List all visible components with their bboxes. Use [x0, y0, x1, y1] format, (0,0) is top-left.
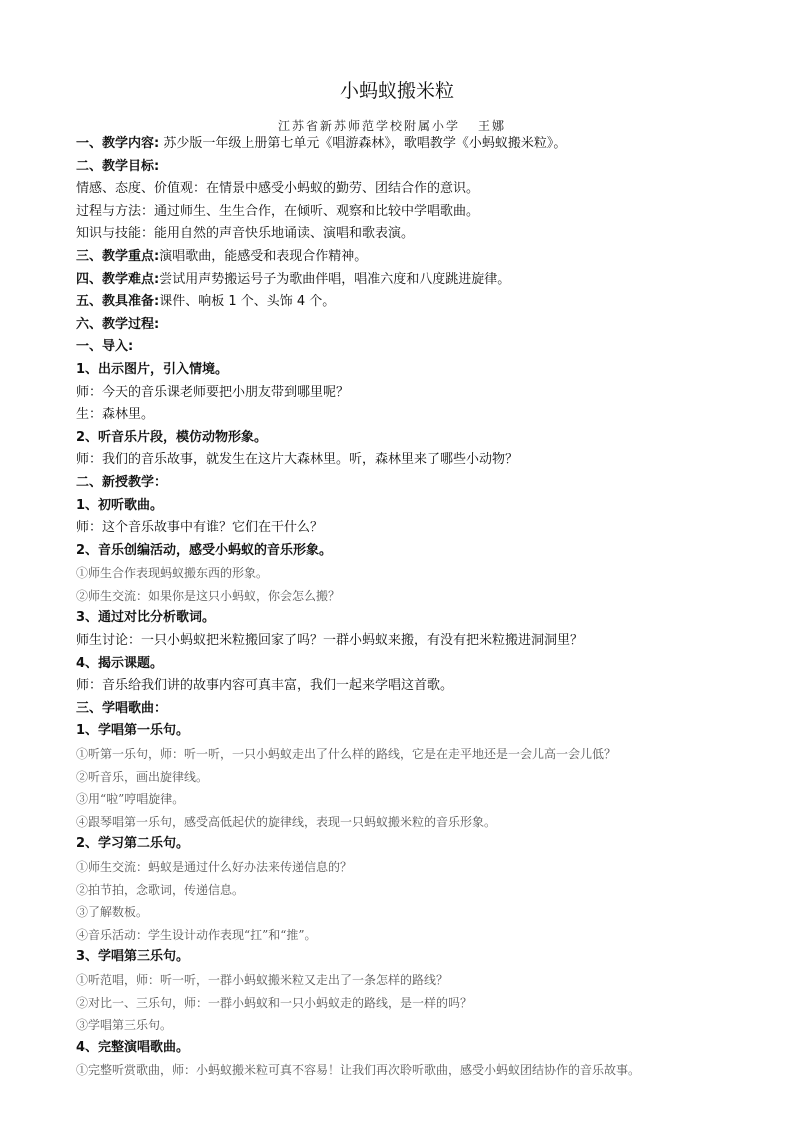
- school-name: 江苏省新苏师范学校附属小学: [278, 119, 461, 133]
- section-label: 六、教学过程: [76, 316, 155, 332]
- step-heading: 1、出示图片，引入情境。: [76, 361, 229, 377]
- dialogue-line: 师：今天的音乐课老师要把小朋友带到哪里呢？: [76, 384, 350, 400]
- sub-step: ③了解数板。: [76, 905, 149, 920]
- section-difficulty: [76, 269, 716, 292]
- section-materials: [76, 291, 716, 314]
- label-colon: :: [154, 271, 160, 287]
- step-heading: 4、完整演唱歌曲。: [76, 1039, 190, 1055]
- section-content: [76, 133, 716, 156]
- step-heading: 2、学习第二乐句。: [76, 836, 190, 852]
- section-label: 五、教具准备: [76, 294, 155, 310]
- section-label: 四、教学难点: [76, 271, 155, 287]
- section-goals-heading: [76, 156, 716, 179]
- sub-step: ①师生交流：蚂蚁是通过什么好办法来传递信息的？: [76, 860, 353, 874]
- author-name: 王娜: [478, 119, 507, 133]
- sub-step: ②对比一、三乐句，师：一群小蚂蚁和一只小蚂蚁走的路线，是一样的吗？: [76, 995, 473, 1010]
- label-colon: :: [154, 316, 160, 332]
- sub-step: ②拍节拍，念歌词，传递信息。: [76, 882, 245, 897]
- section-key-point: [76, 246, 716, 269]
- sub-step: ③学唱第三乐句。: [76, 1018, 173, 1033]
- document-title: 小蚂蚁搬米粒: [339, 80, 454, 102]
- section-text: 演唱歌曲，能感受和表现合作精神。: [159, 248, 368, 264]
- step-heading: 3、通过对比分析歌词。: [76, 610, 216, 626]
- section-label: 一、教学内容: [76, 136, 155, 151]
- sub-step: ③用“啦”哼唱旋律。: [76, 792, 185, 807]
- sub-step: ②听音乐，画出旋律线。: [76, 769, 209, 784]
- section-text: 课件、响板 1 个、头饰 4 个。: [159, 294, 336, 310]
- dialogue-line: 师生讨论：一只小蚂蚁把米粒搬回家了吗？一群小蚂蚁来搬，有没有把米粒搬进洞洞里？: [76, 633, 584, 649]
- sub-step: ④音乐活动：学生设计动作表现“扛”和“推”。: [76, 927, 317, 942]
- sub-step: ②师生交流：如果你是这只小蚂蚁，你会怎么搬？: [76, 588, 341, 603]
- dialogue-line: 师：我们的音乐故事，就发生在这片大森林里。听，森林里来了哪些小动物？: [76, 452, 519, 468]
- step-heading: 2、音乐创编活动，感受小蚂蚁的音乐形象。: [76, 542, 333, 558]
- document-byline: [278, 117, 506, 134]
- section-process-heading: [76, 314, 716, 337]
- label-colon: :: [154, 248, 160, 264]
- process-intro-heading: 一、导入:: [76, 339, 134, 355]
- label-colon: :: [154, 136, 160, 151]
- sub-step: ①听范唱，师：听一听，一群小蚂蚁搬米粒又走出了一条怎样的路线？: [76, 972, 449, 987]
- label-colon: :: [154, 294, 160, 310]
- section-text: 苏少版一年级上册第七单元《唱游森林》，歌唱教学《小蚂蚁搬米粒》。: [163, 136, 567, 151]
- step-heading: 1、学唱第一乐句。: [76, 723, 190, 739]
- process-learn-song-heading: 三、学唱歌曲：: [76, 700, 168, 716]
- goal-item: 知识与技能：能用自然的声音快乐地诵读、演唱和歌表演。: [76, 226, 415, 242]
- section-label: 三、教学重点: [76, 248, 155, 264]
- dialogue-line: 师：音乐给我们讲的故事内容可真丰富，我们一起来学唱这首歌。: [76, 678, 454, 694]
- step-heading: 1、初听歌曲。: [76, 497, 164, 513]
- step-heading: 2、听音乐片段，模仿动物形象。: [76, 429, 268, 445]
- goal-item: 情感、态度、价值观：在情景中感受小蚂蚁的勤劳、团结合作的意识。: [76, 181, 480, 197]
- section-label: 二、教学目标: [76, 158, 155, 174]
- sub-step: ①听第一乐句，师：听一听，一只小蚂蚁走出了什么样的路线，它是在走平地还是一会儿高一会儿低？: [76, 747, 617, 762]
- process-new-teaching-heading: 二、新授教学：: [76, 474, 168, 490]
- step-heading: 3、学唱第三乐句。: [76, 949, 190, 965]
- section-text: 尝试用声势搬运号子为歌曲伴唱，唱准六度和八度跳进旋律。: [159, 271, 511, 287]
- dialogue-line: 生：森林里。: [76, 407, 155, 423]
- sub-step: ④跟琴唱第一乐句，感受高低起伏的旋律线，表现一只蚂蚁搬米粒的音乐形象。: [76, 814, 497, 829]
- dialogue-line: 师：这个音乐故事中有谁？它们在干什么？: [76, 520, 324, 536]
- label-colon: :: [154, 158, 160, 174]
- sub-step: ①完整听赏歌曲，师：小蚂蚁搬米粒可真不容易！让我们再次聆听歌曲，感受小蚂蚁团结协作的音乐故事。: [76, 1063, 641, 1078]
- document-body: [76, 133, 716, 1082]
- step-heading: 4、揭示课题。: [76, 655, 164, 671]
- goal-item: 过程与方法：通过师生、生生合作，在倾听、观察和比较中学唱歌曲。: [76, 203, 480, 219]
- sub-step: ①师生合作表现蚂蚁搬东西的形象。: [76, 566, 269, 581]
